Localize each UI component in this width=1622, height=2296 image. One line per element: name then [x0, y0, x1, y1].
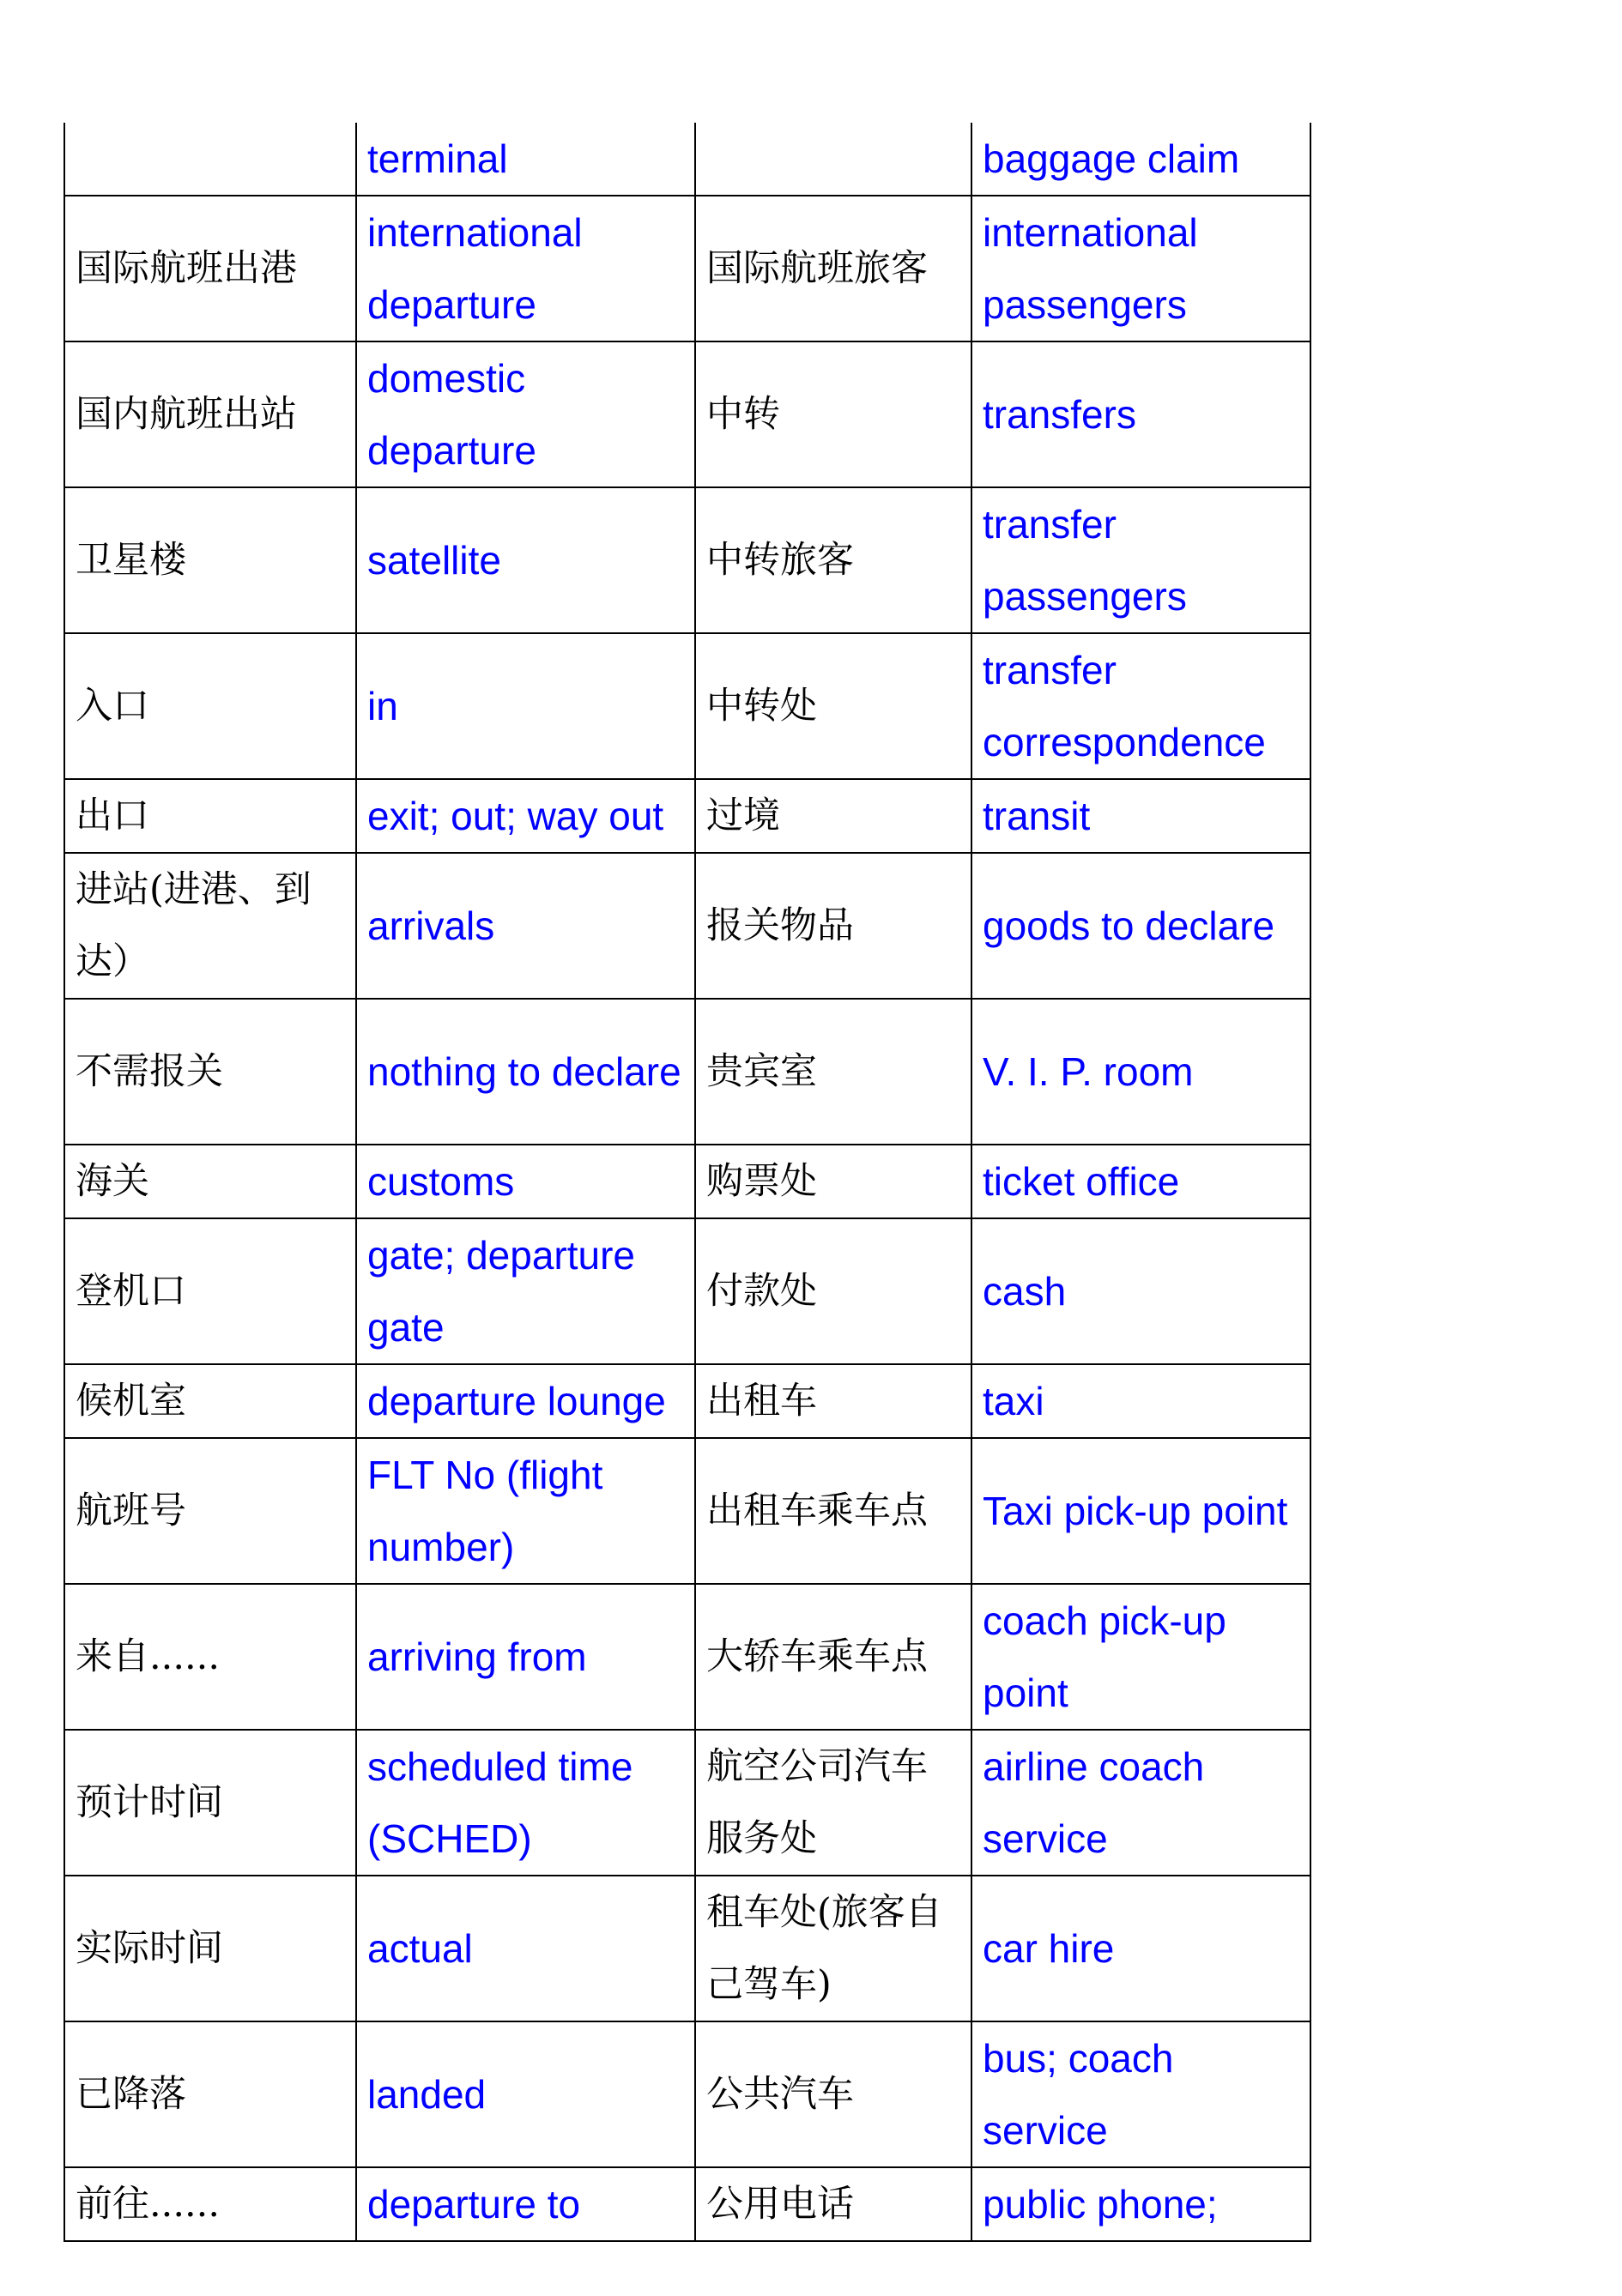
- table-row: [64, 1438, 1310, 1584]
- english-term: bus; coach service: [971, 2021, 1310, 2167]
- chinese-term: 公共汽车: [695, 2021, 971, 2167]
- table-row: [64, 853, 1310, 999]
- english-term: nothing to declare: [356, 999, 695, 1145]
- chinese-term: 预计时间: [64, 1730, 356, 1876]
- english-term: international departure: [356, 196, 695, 341]
- english-term: satellite: [356, 487, 695, 633]
- english-term: exit; out; way out: [356, 779, 695, 853]
- english-term: public phone;: [971, 2167, 1310, 2241]
- english-term: Taxi pick-up point: [971, 1438, 1310, 1584]
- chinese-term: 出租车: [695, 1364, 971, 1438]
- english-term: transfers: [971, 341, 1310, 487]
- english-term: terminal: [356, 123, 695, 196]
- english-term: customs: [356, 1145, 695, 1218]
- chinese-term: 租车处(旅客自己驾车): [695, 1876, 971, 2021]
- chinese-term: 公用电话: [695, 2167, 971, 2241]
- table-row: [64, 1876, 1310, 2021]
- chinese-term: 国际航班出港: [64, 196, 356, 341]
- chinese-term: 实际时间: [64, 1876, 356, 2021]
- english-term: scheduled time (SCHED): [356, 1730, 695, 1876]
- chinese-term: 候机室: [64, 1364, 356, 1438]
- chinese-term: [64, 123, 356, 196]
- english-term: taxi: [971, 1364, 1310, 1438]
- chinese-term: 大轿车乘车点: [695, 1584, 971, 1730]
- table-row: [64, 1145, 1310, 1218]
- table-row: [64, 1364, 1310, 1438]
- chinese-term: 进站(进港、到达）: [64, 853, 356, 999]
- english-term: in: [356, 633, 695, 779]
- english-term: car hire: [971, 1876, 1310, 2021]
- vocabulary-table: [64, 123, 1311, 2242]
- chinese-term: 海关: [64, 1145, 356, 1218]
- table-row: [64, 341, 1310, 487]
- chinese-term: 国内航班出站: [64, 341, 356, 487]
- english-term: departure to: [356, 2167, 695, 2241]
- table-row: [64, 2021, 1310, 2167]
- table-row: [64, 1730, 1310, 1876]
- english-term: actual: [356, 1876, 695, 2021]
- english-term: goods to declare: [971, 853, 1310, 999]
- chinese-term: 中转: [695, 341, 971, 487]
- table-row: [64, 1218, 1310, 1364]
- table-row: [64, 999, 1310, 1145]
- chinese-term: 已降落: [64, 2021, 356, 2167]
- chinese-term: 出口: [64, 779, 356, 853]
- table-row: [64, 2167, 1310, 2241]
- chinese-term: 中转旅客: [695, 487, 971, 633]
- table-row: [64, 779, 1310, 853]
- table-row: [64, 1584, 1310, 1730]
- chinese-term: 卫星楼: [64, 487, 356, 633]
- chinese-term: 来自......: [64, 1584, 356, 1730]
- chinese-term: 国际航班旅客: [695, 196, 971, 341]
- table-row: [64, 123, 1310, 196]
- english-term: departure lounge: [356, 1364, 695, 1438]
- chinese-term: 登机口: [64, 1218, 356, 1364]
- english-term: transit: [971, 779, 1310, 853]
- chinese-term: [695, 123, 971, 196]
- english-term: arrivals: [356, 853, 695, 999]
- chinese-term: 过境: [695, 779, 971, 853]
- chinese-term: 付款处: [695, 1218, 971, 1364]
- english-term: arriving from: [356, 1584, 695, 1730]
- chinese-term: 贵宾室: [695, 999, 971, 1145]
- english-term: international passengers: [971, 196, 1310, 341]
- chinese-term: 前往......: [64, 2167, 356, 2241]
- table-row: [64, 633, 1310, 779]
- table-row: [64, 196, 1310, 341]
- english-term: ticket office: [971, 1145, 1310, 1218]
- chinese-term: 航空公司汽车服务处: [695, 1730, 971, 1876]
- chinese-term: 不需报关: [64, 999, 356, 1145]
- english-term: FLT No (flight number): [356, 1438, 695, 1584]
- english-term: cash: [971, 1218, 1310, 1364]
- english-term: transfer correspondence: [971, 633, 1310, 779]
- chinese-term: 入口: [64, 633, 356, 779]
- english-term: baggage claim: [971, 123, 1310, 196]
- english-term: airline coach service: [971, 1730, 1310, 1876]
- table-row: [64, 487, 1310, 633]
- chinese-term: 出租车乘车点: [695, 1438, 971, 1584]
- english-term: coach pick-up point: [971, 1584, 1310, 1730]
- english-term: landed: [356, 2021, 695, 2167]
- chinese-term: 报关物品: [695, 853, 971, 999]
- english-term: domestic departure: [356, 341, 695, 487]
- english-term: transfer passengers: [971, 487, 1310, 633]
- english-term: gate; departure gate: [356, 1218, 695, 1364]
- chinese-term: 中转处: [695, 633, 971, 779]
- english-term: V. I. P. room: [971, 999, 1310, 1145]
- chinese-term: 航班号: [64, 1438, 356, 1584]
- chinese-term: 购票处: [695, 1145, 971, 1218]
